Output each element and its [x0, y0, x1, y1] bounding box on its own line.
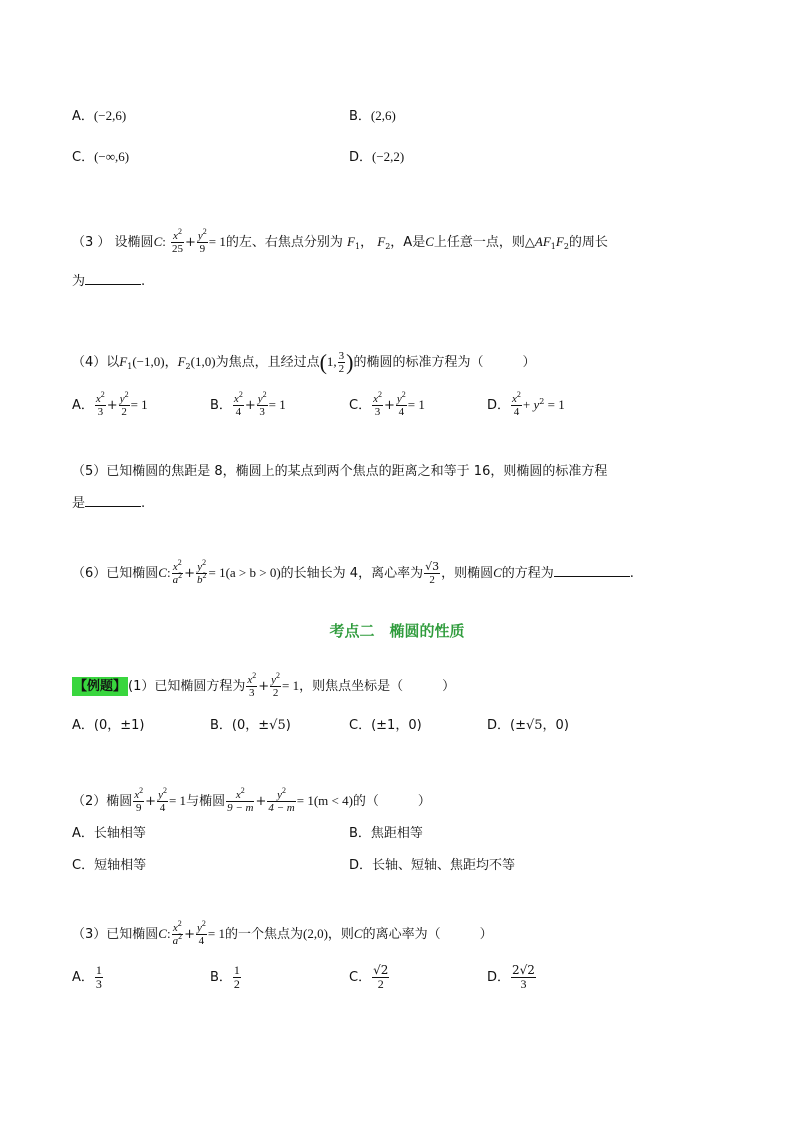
example-2-option-c: C．短轴相等 [72, 858, 147, 873]
fraction-3-2: $\frac{3}{2}$ [338, 350, 345, 375]
example-2-option-d: D．长轴、短轴、焦距均不等 [349, 858, 516, 873]
example-1-option-a: A．(0，±1) [72, 718, 145, 733]
example-2-option-a: A．长轴相等 [72, 826, 146, 841]
section-title: 考点二 椭圆的性质 [329, 622, 465, 640]
fraction-x2-25: $\frac{x^2}{25}$ [172, 227, 183, 255]
example-3-option-d: D． $\frac{2√2}{3}$ [487, 963, 535, 991]
example-3-option-c: C． $\frac{√2}{2}$ [349, 963, 389, 991]
example-1-stem: 【例题】 (1）已知椭圆方程为 $\frac{x^2}{3}$ + $\frac{y^2}{2}$ = 1，则焦点坐标是（ ） [74, 671, 456, 699]
example-3-stem: （3）已知椭圆C: $\frac{x^2}{a^2}$ + $\frac{y^2}{4}$ = 1的一个焦点为(2,0)，则C的离心率为（ ） [72, 919, 493, 947]
answer-blank[interactable] [85, 494, 141, 507]
example-2-option-b: B．焦距相等 [349, 826, 423, 841]
fraction-y2-9: $\frac{y^2}{9}$ [197, 227, 207, 255]
example-2-stem: （2）椭圆 $\frac{x^2}{9}$ + $\frac{y^2}{4}$ = 1与椭圆 $\frac{x^2}{9 - m}$ + $\frac{y^2}{4 - m}$ = 1(m < 4)的（ ） [72, 786, 431, 814]
question-3-line-2: 为 . [72, 274, 146, 289]
example-tag: 【例题】 [74, 679, 127, 694]
example-1-option-b: B．(0，±√5) [210, 718, 291, 733]
option-c: C．(−∞,6) [72, 149, 130, 165]
option-d: D．(−2,2) [349, 149, 405, 165]
question-4-option-a: A． $\frac{x^2}{3}$ + $\frac{y^2}{2}$ = 1 [72, 390, 148, 418]
example-3-option-b: B． $\frac{1}{2}$ [210, 963, 240, 991]
option-b: B．(2,6) [349, 108, 396, 124]
question-4-option-b: B． $\frac{x^2}{4}$ + $\frac{y^2}{3}$ = 1 [210, 390, 286, 418]
question-3-line-1: （3 ） 设椭圆C: $\frac{x^2}{25}$ + $\frac{y^2}{9}$ = 1的左、右焦点分别为 $F_1$， $F_2$，A是C上任意一点，则$\triangle AF_1F_2$的周长 [72, 227, 608, 255]
example-1-option-c: C．(±1，0) [349, 718, 422, 733]
answer-blank[interactable] [85, 272, 141, 285]
answer-blank[interactable] [554, 564, 630, 577]
question-5-line-2: 是 . [72, 496, 146, 511]
question-4-option-d: D． $\frac{x^2}{4}$ + $y^2 = 1$ [487, 390, 565, 418]
question-6: （6）已知椭圆C: $\frac{x^2}{a^2}$ + $\frac{y^2}{b^2}$ = 1(a > b > 0)的长轴长为 4，离心率为 $\frac{√3}{2}$ ，则椭圆C的方程为 . [72, 558, 634, 586]
question-4-option-c: C． $\frac{x^2}{3}$ + $\frac{y^2}{4}$ = 1 [349, 390, 425, 418]
option-a: A．(−2,6) [72, 108, 127, 124]
question-4-stem: （4）以$F_1(-1,0)$，$F_2(1,0)$为焦点，且经过点(1, $\frac{3}{2}$ )的椭圆的标准方程为（ ） [72, 349, 536, 375]
question-5-line-1: （5）已知椭圆的焦距是 8，椭圆上的某点到两个焦点的距离之和等于 16，则椭圆的标准方程 [72, 464, 608, 479]
example-3-option-a: A． $\frac{1}{3}$ [72, 963, 102, 991]
example-1-option-d: D．(±√5，0) [487, 718, 569, 733]
